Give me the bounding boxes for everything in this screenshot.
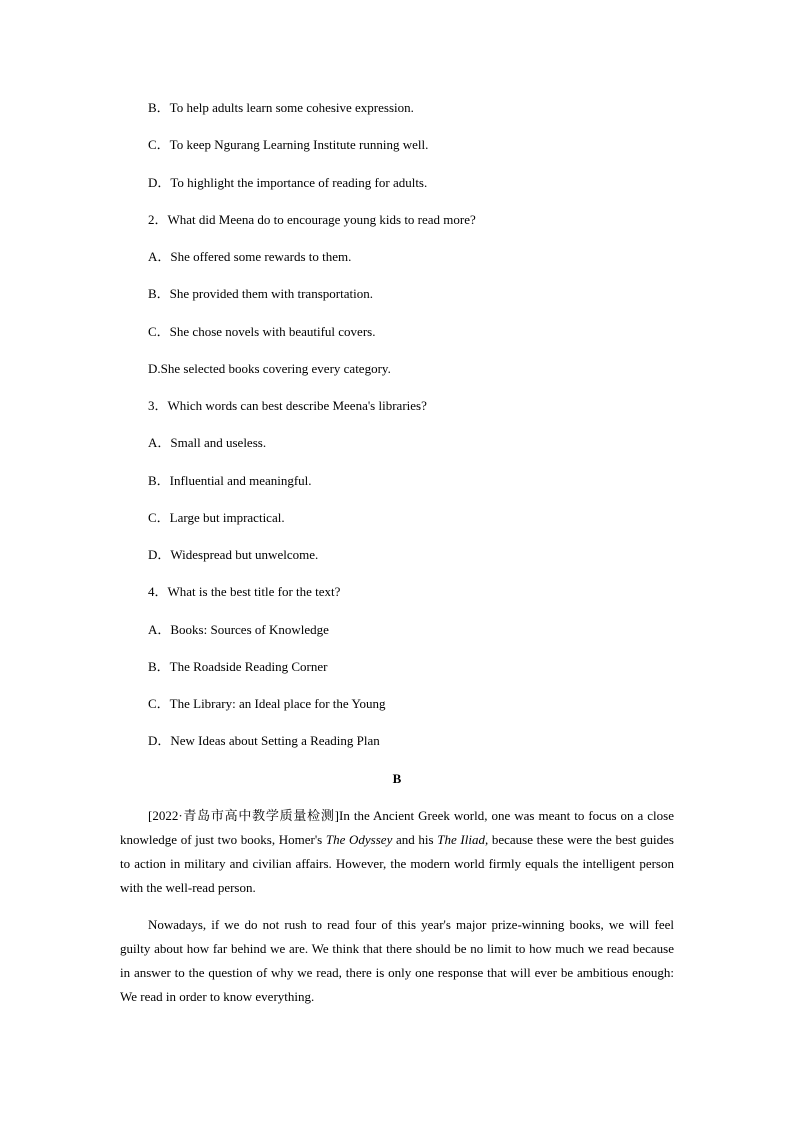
passage-paragraph-1 (120, 804, 674, 900)
q2-option-a: A．She offered some rewards to them. (148, 249, 352, 264)
q4-stem: 4．What is the best title for the text? (148, 584, 341, 599)
q2-stem: 2．What did Meena do to encourage young kids to read more? (148, 212, 476, 227)
paragraph-text: In the Ancient Greek world, one was meant to focus on a close knowledge of just two books, Homer's (120, 808, 674, 847)
q3-option-c: C．Large but impractical. (148, 510, 285, 525)
book-title-iliad: The Iliad, (437, 832, 489, 847)
q2-option-b: B．She provided them with transportation. (148, 286, 373, 301)
paragraph-text: and his (392, 832, 438, 847)
q2-option-c: C．She chose novels with beautiful covers. (148, 324, 376, 339)
q1-option-b: B．To help adults learn some cohesive expression. (148, 100, 414, 115)
q3-option-d: D．Widespread but unwelcome. (148, 547, 319, 562)
q4-option-b: B．The Roadside Reading Corner (148, 659, 328, 674)
passage-heading: B (392, 771, 402, 786)
q4-option-a: A．Books: Sources of Knowledge (148, 622, 329, 637)
source-citation: [2022·青岛市高中教学质量检测] (148, 808, 339, 823)
paragraph-text: because these were the best guides to action in military and civilian affairs. However, the modern world firmly equals the intelligent person with the well-read person. (120, 832, 674, 895)
q4-option-d: D．New Ideas about Setting a Reading Plan (148, 733, 380, 748)
q1-option-c: C．To keep Ngurang Learning Institute running well. (148, 137, 429, 152)
q3-option-a: A．Small and useless. (148, 435, 267, 450)
q2-option-d: D.She selected books covering every category. (148, 361, 391, 376)
q1-option-d: D．To highlight the importance of reading for adults. (148, 175, 428, 190)
book-title-odyssey: The Odyssey (325, 832, 393, 847)
passage-paragraph-2: Nowadays, if we do not rush to read four of this year's major prize-winning books, we will feel guilty about how far behind we are. We think that there should be no limit to how much we read because in answer to the question of why we read, there is only one response that will ever be ambitious enough: We read in order to know everything. (120, 917, 674, 1004)
q4-option-c: C．The Library: an Ideal place for the Young (148, 696, 386, 711)
q3-option-b: B．Influential and meaningful. (148, 473, 312, 488)
q3-stem: 3．Which words can best describe Meena's libraries? (148, 398, 427, 413)
